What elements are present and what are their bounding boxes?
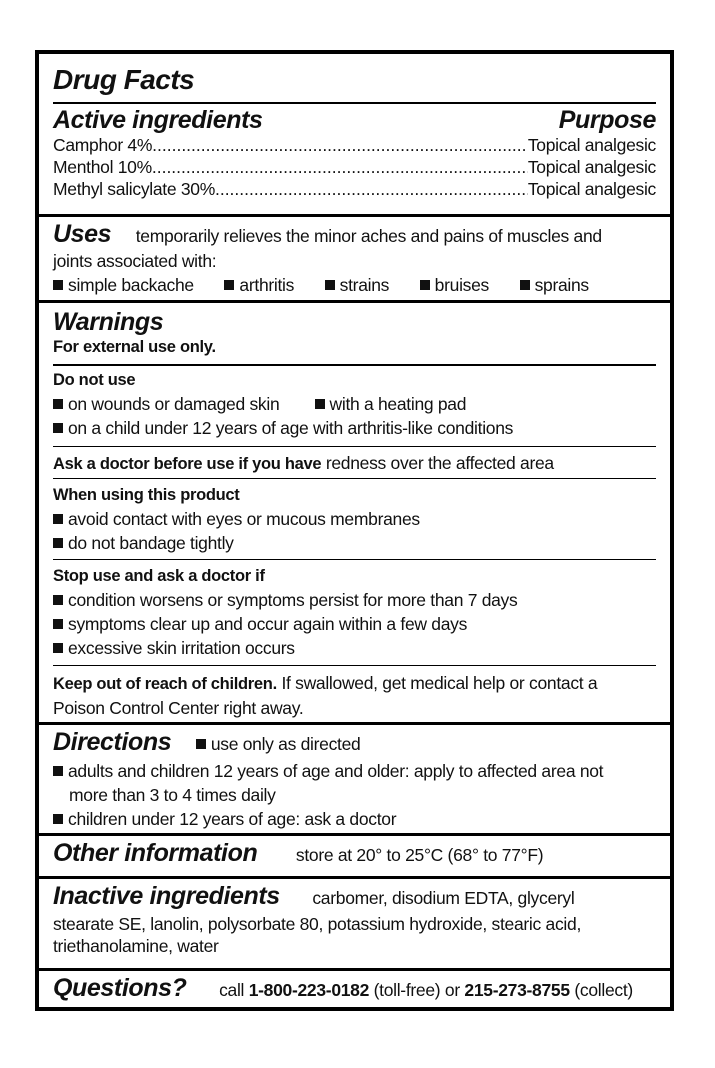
list-item: bruises <box>420 272 489 298</box>
list-item: symptoms clear up and occur again within a few days <box>53 612 656 636</box>
bullet-square-icon <box>53 538 63 548</box>
list-item-cont: more than 3 to 4 times daily <box>69 785 276 805</box>
inactive-heading: Inactive ingredients <box>53 882 280 910</box>
other-info-heading: Other information <box>53 839 258 867</box>
drug-facts-title: Drug Facts <box>53 64 195 95</box>
list-item: on a child under 12 years of age with arthritis-like conditions <box>53 416 656 440</box>
ingredient-purpose: Topical analgesic <box>527 157 656 177</box>
list-item: avoid contact with eyes or mucous membranes <box>53 507 656 531</box>
inactive-text-cont: stearate SE, lanolin, polysorbate 80, potassium hydroxide, stearic acid, <box>53 914 582 934</box>
purpose-heading: Purpose <box>558 106 656 134</box>
phone-toll-free: 1-800-223-0182 <box>248 980 370 1000</box>
questions-heading: Questions? <box>53 974 187 1002</box>
bullet-square-icon <box>53 514 63 524</box>
list-item: condition worsens or symptoms persist for more than 7 days <box>53 588 656 612</box>
other-info-text: store at 20° to 25°C (68° to 77°F) <box>295 845 544 865</box>
other-info-section <box>39 839 670 870</box>
leader-dots <box>152 156 528 178</box>
list-item: arthritis <box>224 272 294 298</box>
divider <box>53 364 656 366</box>
directions-section <box>39 728 670 831</box>
bullet-square-icon <box>53 423 63 433</box>
keep-out-text: If swallowed, get medical help or contact a <box>281 673 598 693</box>
bullet-square-icon <box>420 280 430 290</box>
ingredient-name: Menthol 10% <box>53 157 152 177</box>
when-using-heading: When using this product <box>53 486 240 504</box>
ask-doctor-section <box>39 451 670 476</box>
bullet-square-icon <box>196 739 206 749</box>
stop-use-heading: Stop use and ask a doctor if <box>53 567 265 585</box>
list-item: simple backache <box>53 272 194 298</box>
ingredient-row <box>53 156 656 178</box>
list-item: children under 12 years of age: ask a doctor <box>53 807 656 831</box>
uses-section <box>39 220 670 298</box>
section-divider <box>39 833 670 836</box>
divider <box>53 478 656 479</box>
inactive-section <box>39 882 670 957</box>
drug-facts-panel <box>35 50 674 1011</box>
list-item: on wounds or damaged skin with a heating pad <box>53 392 656 416</box>
phone-collect: 215-273-8755 <box>464 980 570 1000</box>
divider <box>53 102 656 104</box>
bullet-square-icon <box>53 595 63 605</box>
bullet-square-icon <box>53 766 63 776</box>
do-not-use-heading: Do not use <box>53 371 136 389</box>
uses-bullets <box>53 272 656 298</box>
section-divider <box>39 722 670 725</box>
bullet-square-icon <box>520 280 530 290</box>
keep-out-section <box>39 671 670 720</box>
list-item: adults and children 12 years of age and older: apply to affected area not <box>53 759 656 783</box>
divider <box>53 559 656 560</box>
divider <box>53 665 656 666</box>
bullet-square-icon <box>224 280 234 290</box>
ingredient-purpose: Topical analgesic <box>527 179 656 199</box>
bullet-square-icon <box>53 619 63 629</box>
ask-doctor-bold: Ask a doctor before use if you have <box>53 455 322 473</box>
list-item: strains <box>325 272 389 298</box>
inactive-text-cont: triethanolamine, water <box>53 936 219 956</box>
keep-out-text-cont: Poison Control Center right away. <box>53 698 304 718</box>
bullet-square-icon <box>53 814 63 824</box>
bullet-square-icon <box>53 643 63 653</box>
uses-text: temporarily relieves the minor aches and pains of muscles and <box>135 226 602 246</box>
section-divider <box>39 968 670 971</box>
section-divider <box>39 300 670 303</box>
questions-section <box>39 974 670 1005</box>
bullet-square-icon <box>53 399 63 409</box>
inactive-text: carbomer, disodium EDTA, glyceryl <box>312 888 575 908</box>
when-using-section <box>39 483 670 555</box>
list-item: do not bandage tightly <box>53 531 656 555</box>
warnings-heading: Warnings <box>53 308 164 336</box>
leader-dots <box>152 134 528 156</box>
section-divider <box>39 876 670 879</box>
ingredient-purpose: Topical analgesic <box>527 135 656 155</box>
ingredient-name: Methyl salicylate 30% <box>53 179 215 199</box>
bullet-square-icon <box>53 280 63 290</box>
ingredient-row <box>53 134 656 156</box>
title-section <box>39 64 670 96</box>
bullet-square-icon <box>315 399 325 409</box>
list-item: excessive skin irritation occurs <box>53 636 656 660</box>
warnings-section <box>39 308 670 358</box>
leader-dots <box>215 178 528 200</box>
questions-tollfree: (toll-free) or <box>373 980 460 1000</box>
section-divider <box>39 214 670 217</box>
external-use-text: For external use only. <box>53 338 216 356</box>
divider <box>53 446 656 447</box>
questions-call: call <box>219 980 245 1000</box>
uses-heading: Uses <box>53 220 112 248</box>
active-ingredients-section <box>39 106 670 200</box>
active-ingredients-heading: Active ingredients <box>53 106 263 134</box>
directions-heading: Directions <box>53 728 172 756</box>
ingredient-row <box>53 178 656 200</box>
uses-text-cont: joints associated with: <box>53 251 217 271</box>
do-not-use-section <box>39 368 670 440</box>
ask-doctor-text: redness over the affected area <box>325 453 554 473</box>
bullet-square-icon <box>325 280 335 290</box>
list-item: sprains <box>520 272 589 298</box>
questions-collect: (collect) <box>574 980 633 1000</box>
keep-out-bold: Keep out of reach of children. <box>53 675 277 693</box>
list-item: use only as directed <box>196 734 361 754</box>
stop-use-section <box>39 564 670 660</box>
ingredient-name: Camphor 4% <box>53 135 153 155</box>
